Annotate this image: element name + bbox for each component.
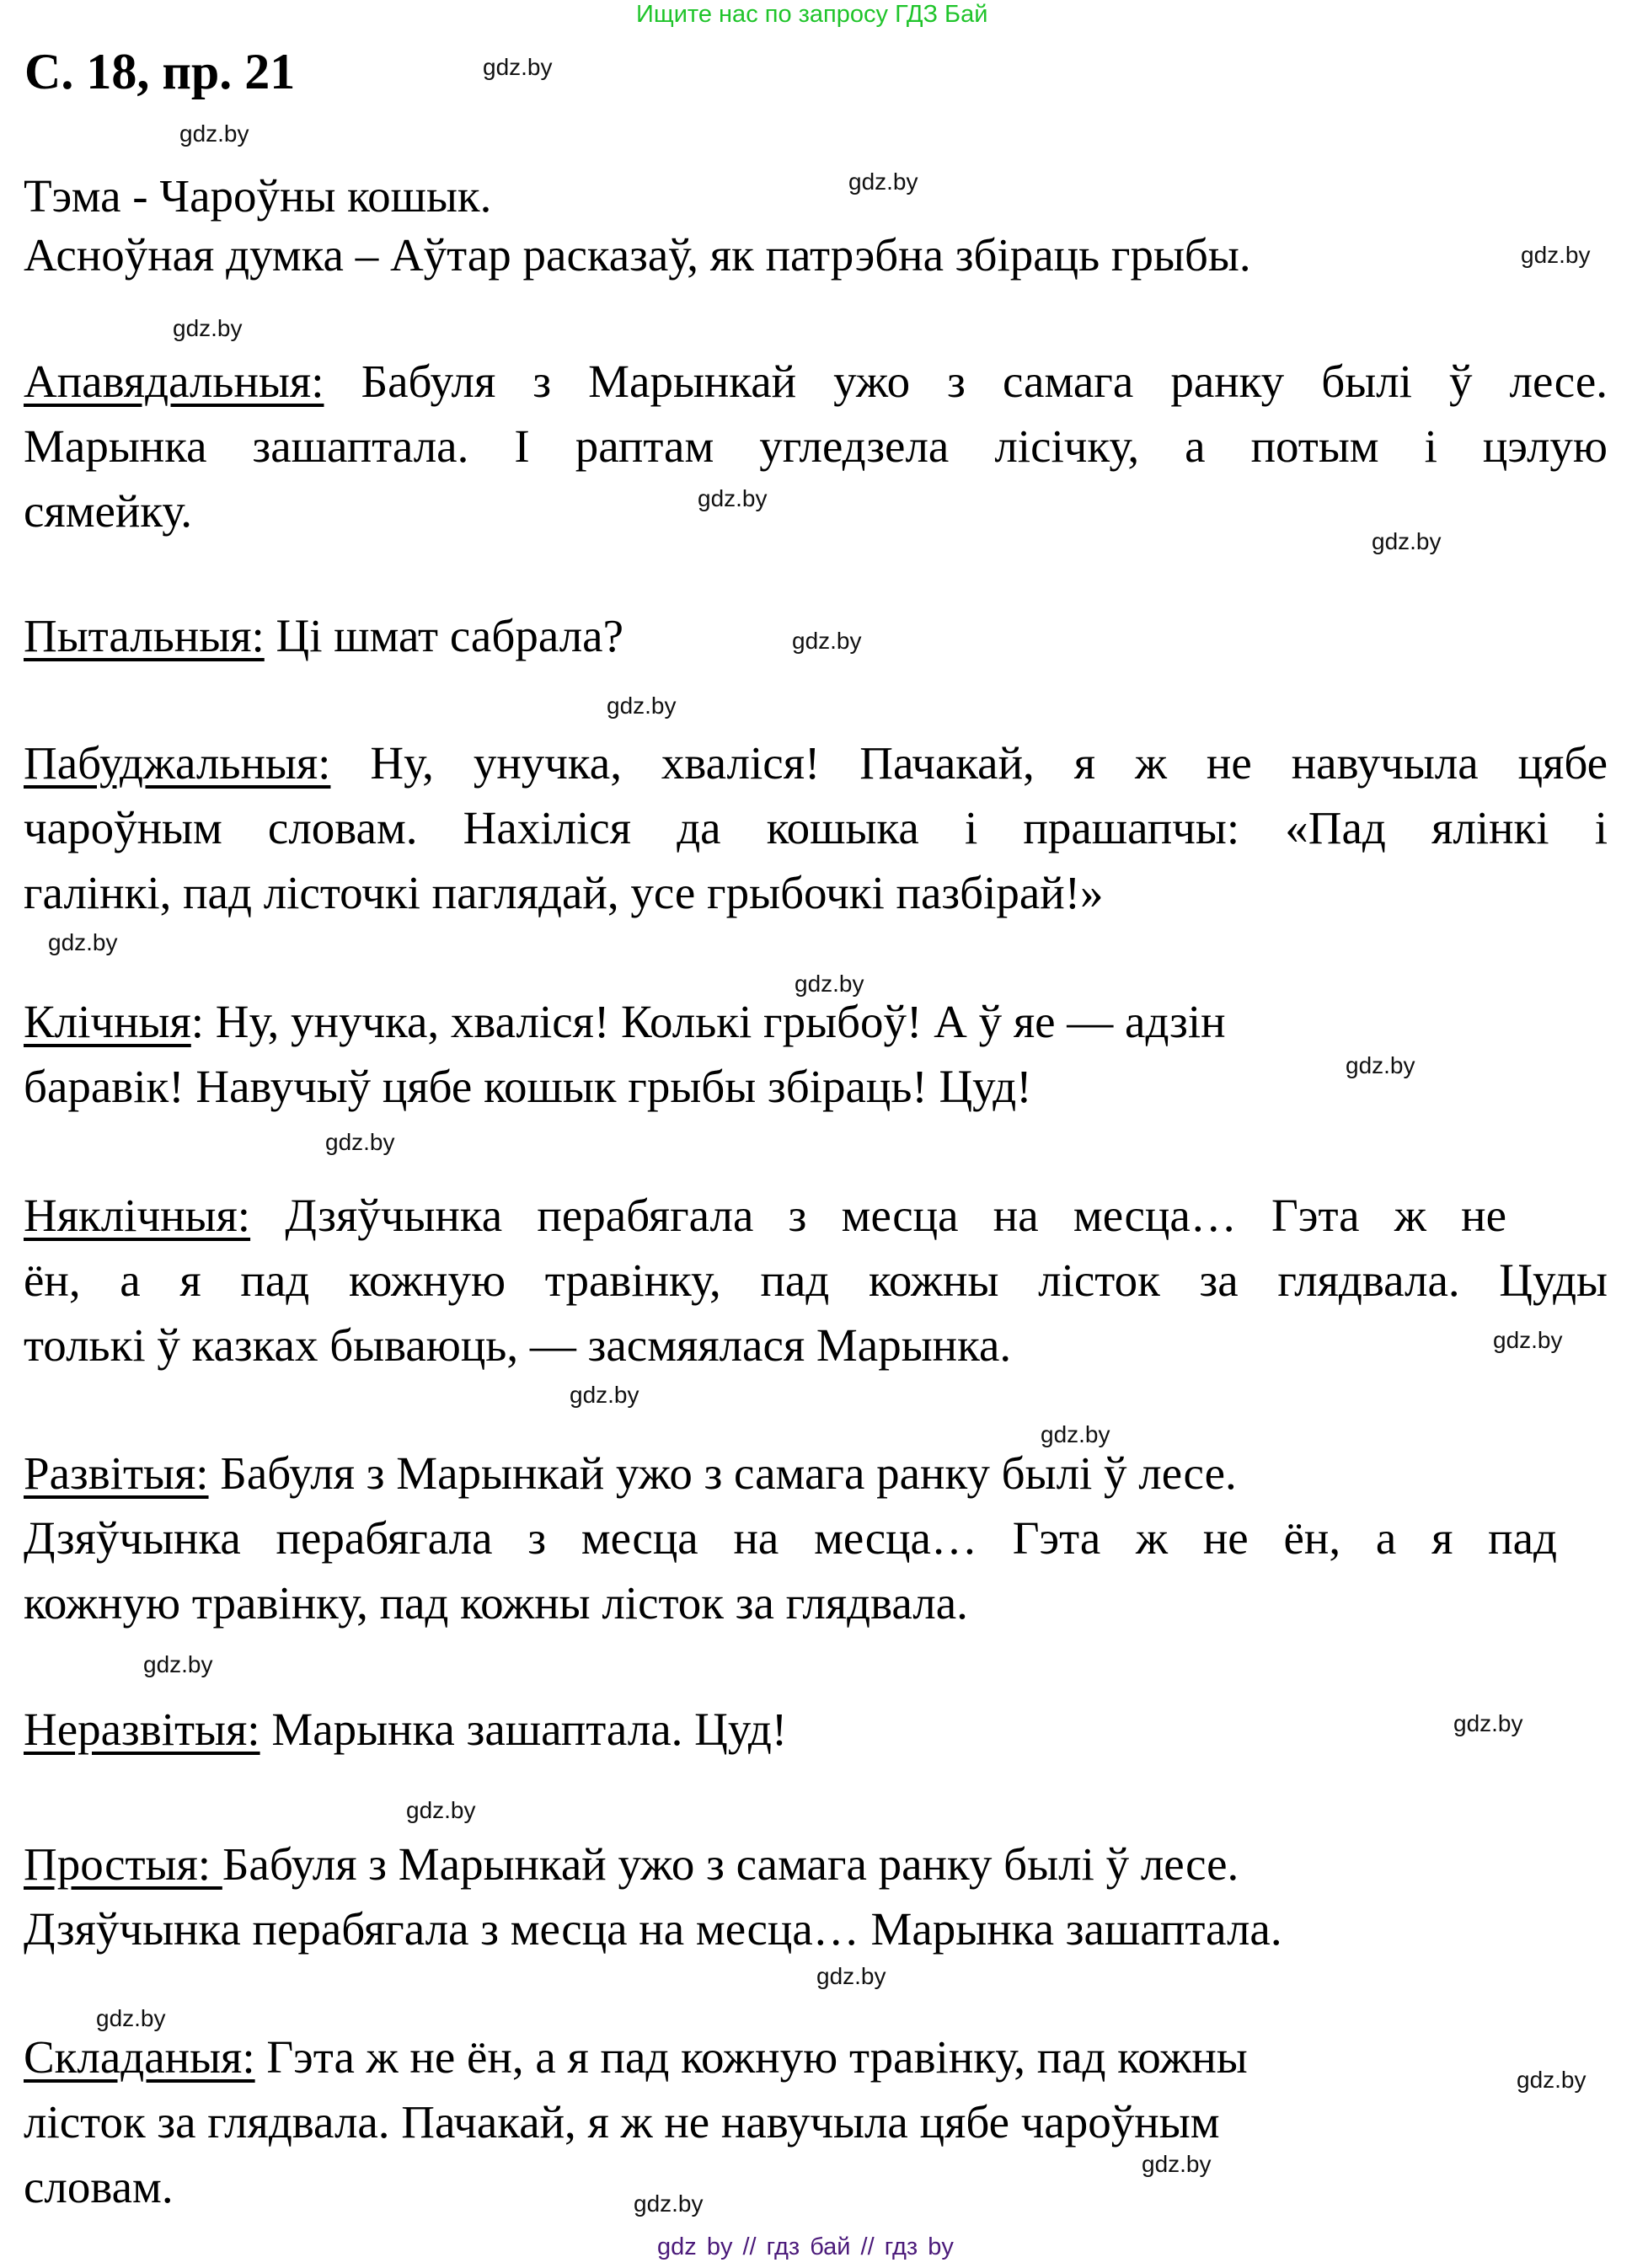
watermark: gdz.by — [325, 1129, 395, 1155]
watermark: gdz.by — [1517, 2067, 1587, 2093]
section-complex-line-3: словам. — [24, 2161, 174, 2212]
section-non-exclamatory-line-2: ён, а я пад кожную травінку, пад кожны лісток за глядвала. Цуды — [24, 1254, 1608, 1306]
watermark: gdz.by — [570, 1382, 639, 1408]
section-exclamatory-line-1: Клічныя: Ну, унучка, хваліся! Колькі грыбоў! А ў яе — адзін — [24, 996, 1226, 1047]
watermark: gdz.by — [96, 2005, 166, 2031]
page-title: С. 18, пр. 21 — [24, 44, 296, 99]
watermark: gdz.by — [1493, 1327, 1563, 1353]
watermark: gdz.by — [795, 971, 864, 997]
watermark: gdz.by — [1453, 1710, 1523, 1736]
watermark: gdz.by — [48, 929, 118, 955]
watermark: gdz.by — [1372, 528, 1442, 554]
section-label: Пабуджальныя: — [24, 737, 331, 789]
theme-line: Тэма - Чароўны кошык. — [24, 170, 492, 222]
section-imperative-line-3: галінкі, пад лісточкі паглядай, усе грыбочкі пазбірай!» — [24, 867, 1104, 918]
section-label: Пытальныя: — [24, 610, 265, 661]
section-imperative-line-1: Пабуджальныя: Ну, унучка, хваліся! Пачакай, я ж не навучыла цябе — [24, 737, 1608, 789]
section-label: Складаныя: — [24, 2031, 255, 2083]
promo-banner[interactable]: Ищите нас по запросу ГДЗ Бай — [636, 1, 988, 28]
watermark: gdz.by — [406, 1797, 476, 1823]
section-complex-line-1: Складаныя: Гэта ж не ён, а я пад кожную травінку, пад кожны — [24, 2031, 1248, 2083]
section-label: Клічныя — [24, 996, 191, 1047]
section-extended-line-2: Дзяўчынка перабягала з месца на месца… Гэта ж не ён, а я пад — [24, 1512, 1557, 1564]
watermark: gdz.by — [1521, 242, 1591, 268]
section-simple-line-1: Простыя: Бабуля з Марынкай ужо з самага ранку былі ў лесе. — [24, 1838, 1239, 1890]
footer-links[interactable]: gdz by // гдз бай // гдз by — [657, 2233, 954, 2260]
section-extended-line-3: кожную травінку, пад кожны лісток за глядвала. — [24, 1577, 968, 1629]
section-narrative-line-2: Марынка зашаптала. І раптам угледзела лісічку, а потым і цэлую — [24, 420, 1608, 472]
section-narrative-line-3: сямейку. — [24, 485, 193, 537]
section-complex-line-2: лісток за глядвала. Пачакай, я ж не навучыла цябе чароўным — [24, 2096, 1220, 2148]
section-imperative-line-2: чароўным словам. Нахіліся да кошыка і прашапчы: «Пад ялінкі і — [24, 802, 1608, 853]
section-label: Апавядальныя: — [24, 356, 324, 407]
watermark: gdz.by — [848, 168, 918, 195]
watermark: gdz.by — [1142, 2151, 1212, 2177]
watermark: gdz.by — [143, 1651, 213, 1677]
section-exclamatory-line-2: баравік! Навучыў цябе кошык грыбы збіраць! Цуд! — [24, 1061, 1032, 1112]
section-label: Неразвітыя: — [24, 1704, 260, 1755]
section-narrative-line-1: Апавядальныя: Бабуля з Марынкай ужо з самага ранку былі ў лесе. — [24, 356, 1608, 407]
section-label: Простыя: — [24, 1838, 222, 1890]
watermark: gdz.by — [173, 315, 243, 341]
section-simple-line-2: Дзяўчынка перабягала з месца на месца… Марынка зашаптала. — [24, 1903, 1282, 1955]
watermark: gdz.by — [1346, 1052, 1415, 1078]
watermark: gdz.by — [179, 120, 249, 147]
watermark: gdz.by — [698, 485, 768, 511]
watermark: gdz.by — [483, 54, 553, 80]
watermark: gdz.by — [607, 693, 677, 719]
section-label: Няклічныя: — [24, 1190, 251, 1241]
section-label: Развітыя: — [24, 1447, 209, 1499]
section-unextended-line-1: Неразвітыя: Марынка зашаптала. Цуд! — [24, 1704, 788, 1755]
section-non-exclamatory-line-1: Няклічныя: Дзяўчынка перабягала з месца на месца… Гэта ж не — [24, 1190, 1506, 1241]
watermark: gdz.by — [634, 2190, 704, 2217]
main-idea-line: Асноўная думка – Аўтар расказаў, як патрэбна збіраць грыбы. — [24, 229, 1251, 281]
section-interrogative-line-1: Пытальныя: Ці шмат сабрала? — [24, 610, 623, 661]
watermark: gdz.by — [1041, 1421, 1110, 1447]
section-extended-line-1: Развітыя: Бабуля з Марынкай ужо з самага ранку былі ў лесе. — [24, 1447, 1237, 1499]
watermark: gdz.by — [792, 628, 862, 654]
watermark: gdz.by — [816, 1963, 886, 1989]
section-non-exclamatory-line-3: толькі ў казках бываюць, — засмяялася Марынка. — [24, 1319, 1012, 1371]
